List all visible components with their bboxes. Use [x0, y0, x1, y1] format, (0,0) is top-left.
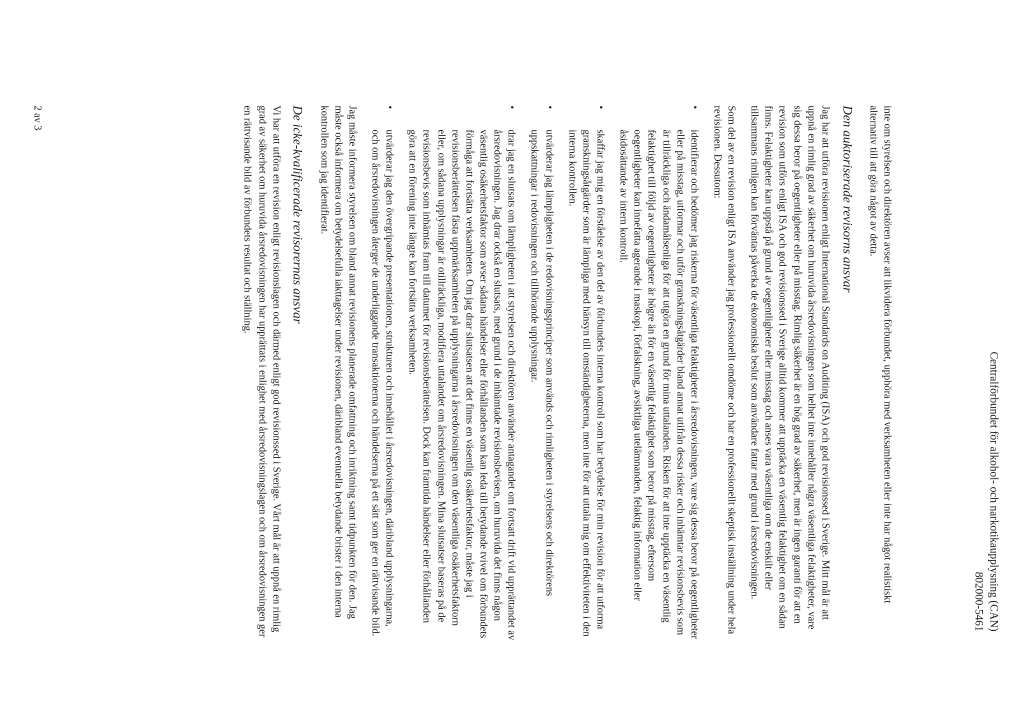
bullet-item-2	[564, 105, 606, 641]
bullet-text-1: identifierar och bedömer jag riskerna för väsentliga felaktigheter i årsredovisningen, vare sig dessa beror på oegentligheter eller på misstag, utformar och utför granskningsåtgärder bland annat utifrån dessa risker och inhämtar revisionsbevis som är tillräckliga och ändamålsenliga för att utgöra en grund för mina uttalanden. Risken för att inte upptäcka en väsentlig felaktighet till följd av oegentligheter är högre än för en väsentlig felaktighet som beror på misstag, eftersom oegentligheter kan innefatta agerande i maskopi, förfalskning, avsiktliga utelämnanden, felaktig information eller åsidosättande av intern kontroll.	[617, 129, 700, 639]
bullet-item-5	[367, 105, 395, 641]
organization-name: Centralförbundet för alkohol- och narkotikaupplysning (CAN)	[987, 351, 1000, 631]
bullet-item-4	[405, 105, 518, 641]
bullet-icon: •	[543, 105, 555, 109]
document-page	[10, 37, 1015, 687]
bullet-icon: •	[594, 105, 606, 109]
auditor-bullet-list	[367, 105, 700, 641]
page-number: 2 av 3	[31, 105, 43, 130]
bullet-text-4: drar jag en slutsats om lämpligheten i att styrelsen och direktören använder antagandet om fortsatt drift vid upprättandet av årsredovisningen. Jag drar också en slutsats, med grund i de inhämtade revisionsbevisen, om huruvida det finns någon väsentlig osäkerhetsfaktor som avser sådana händelser eller förhållanden som kan leda till betydande tvivel om förbundets förmåga att fortsätta verksamheten. Om jag drar slutsatsen att det finns en väsentlig osäkerhetsfaktor, måste jag i revisionsberättelsen fästa uppmärksamheten på upplysningarna i årsredovisningen om den väsentliga osäkerhetsfaktorn eller, om sådana upplysningar är otillräckliga, modifiera uttalandet om årsredovisningen. Mina slutsatser baseras på de revisionsbevis som inhämtas fram till datumet för revisionsberättelsen. Dock kan framtida händelser eller förhållanden göra att en förening inte längre kan fortsätta verksamheten.	[406, 129, 517, 640]
bullet-icon: •	[688, 105, 700, 109]
auditor-paragraph-1: Jag har att utföra revisionen enligt International Standards on Auditing (ISA) och god revisionssed i Sverige. Mitt mål är att uppnå en rimlig grad av säkerhet om huruvida årsredovisningen som helhet inte innehåller några väsentliga felaktigheter, vare sig dessa beror på oegentligheter eller på misstag. Rimlig säkerhet är en hög grad av säkerhet, men är ingen garanti för att en revision som utförs enligt ISA och god revisionssed i Sverige alltid kommer att upptäcka en väsentlig felaktighet om en sådan finns. Felaktigheter kan uppstå på grund av oegentligheter eller misstag och anses vara väsentliga om de enskilt eller tillsammans rimligen kan förväntas påverka de ekonomiska beslut som användare fattar med grund i årsredovisningen.	[748, 105, 831, 629]
auditor-closing-paragraph: Jag måste informera styrelsen om bland annat revisionens planerade omfattning och inriktning samt tidpunkten för den. Jag måste också informera om betydelsefulla iakttagelser under revisionen, däribland eventuella betydande brister i den interna kontrollen som jag identifierat.	[318, 105, 358, 619]
bullet-icon: •	[383, 105, 395, 109]
bullet-text-2: skaffar jag mig en förståelse av den del av förbundets interna kontroll som har betydelse för min revision för att utforma granskningsåtgärder som är lämpliga med hänsyn till omständigheterna, men inte för att uttala mig om effektiviteten i den interna kontrollen.	[566, 129, 606, 637]
bullet-icon: •	[505, 105, 517, 109]
auditor-paragraph-2: Som del av en revision enligt ISA använder jag professionellt omdöme och har en professionellt skeptisk inställning under hela revisionen. Dessutom:	[711, 105, 737, 634]
bullet-text-3: utvärderar jag lämpligheten i de redovisningsprinciper som används och rimligheten i styrelsens och direktörens uppskattningar i redovisningen och tillhörande upplysningar.	[528, 129, 555, 596]
non-qualified-paragraph: Vi har att utföra en revision enligt revisionslagen och därmed enligt god revisionssed i Sverige. Vårt mål är att uppnå en rimlig grad av säkerhet om huruvida årsredovisningen har upprättats i enlighet med årsredovisningslagen och om årsredovisningen ger en rättvisande bild av förbundets resultat och ställning.	[241, 105, 282, 637]
intro-paragraph: inte om styrelsen och direktören avser att likvidera förbundet, upphöra med verksamheten eller inte har något realistiskt alternativ till att göra något av detta.	[867, 105, 893, 603]
organization-number: 802000-5461	[972, 571, 985, 631]
bullet-text-5: utvärderar jag den övergripande presentationen, strukturen och innehållet i årsredovisningen, däribland upplysningarna, och om årsredovisningen återger de underliggande transaktionerna och händelserna på ett sätt som ger en rättvisande bild.	[369, 129, 395, 636]
non-qualified-responsibility-heading: De icke-kvalificerade revisorernas ansvar	[290, 105, 306, 324]
auditor-responsibility-heading: Den auktoriserade revisorns ansvar	[840, 105, 856, 292]
bullet-item-3	[527, 105, 555, 641]
document-header	[971, 105, 1000, 641]
bullet-item-1	[615, 105, 700, 641]
